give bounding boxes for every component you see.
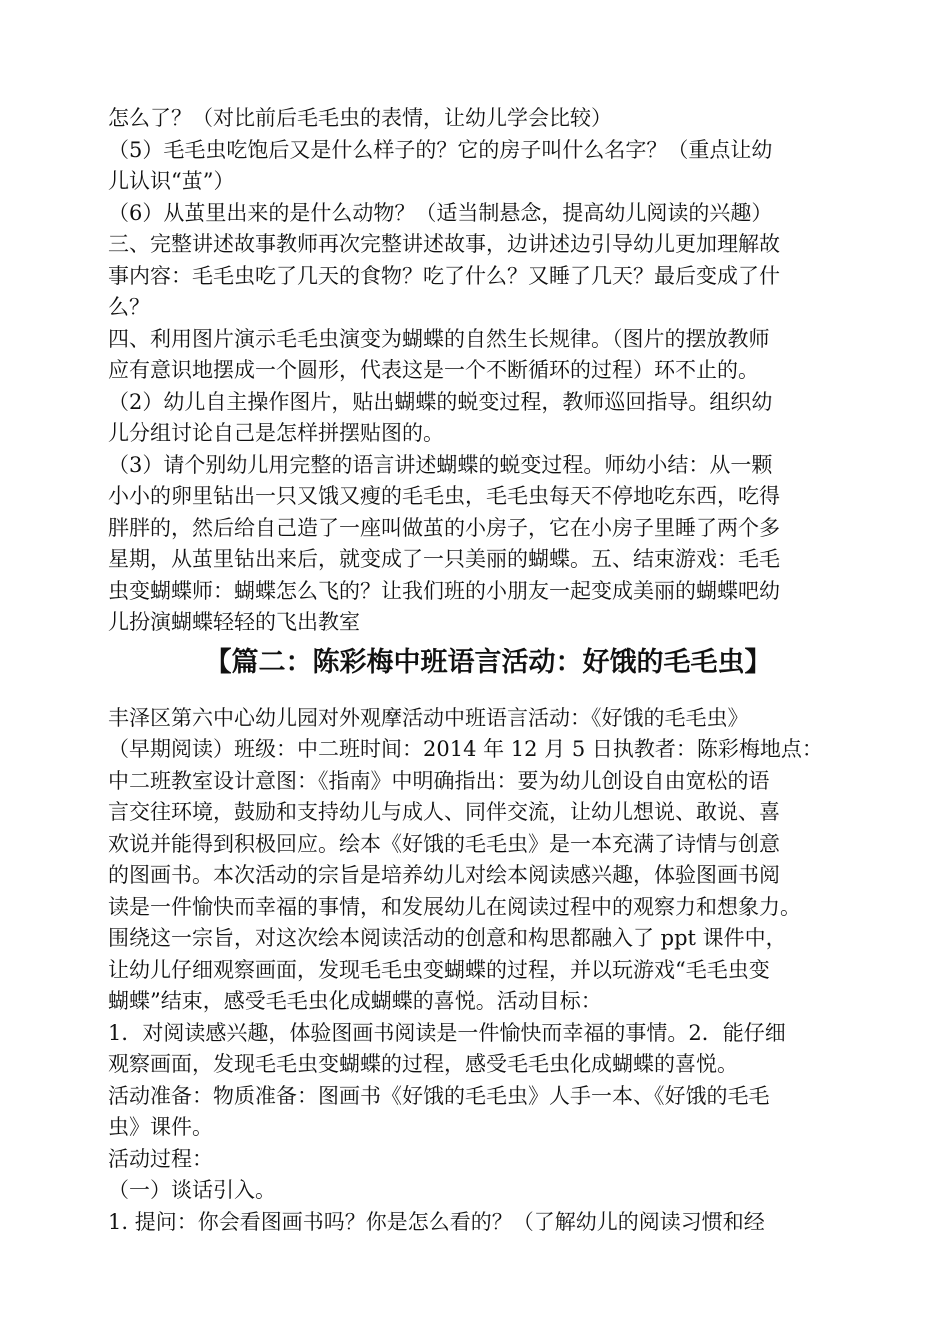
text-line: 言交往环境，鼓励和支持幼儿与成人、同伴交流，让幼儿想说、敢说、喜 bbox=[108, 800, 780, 824]
text-line: （6）从茧里出来的是什么动物？（适当制悬念，提高幼儿阅读的兴趣） bbox=[108, 200, 773, 225]
text-line: 丰泽区第六中心幼儿园对外观摩活动中班语言活动：《好饿的毛毛虫》 bbox=[108, 705, 749, 730]
text-line: （3）请个别幼儿用完整的语言讲述蝴蝶的蜕变过程。师幼小结：从一颗 bbox=[108, 452, 773, 477]
text-line: 儿认识“茧”） bbox=[108, 169, 235, 193]
text-line: 事内容：毛毛虫吃了几天的食物？吃了什么？又睡了几天？最后变成了什 bbox=[108, 263, 780, 288]
text-line: 让幼儿仔细观察画面，发现毛毛虫变蝴蝶的过程，并以玩游戏“毛毛虫变 bbox=[108, 957, 770, 982]
text-line: （早期阅读）班级：中二班时间：2014 年 12 月 5 日执教者：陈彩梅地点： bbox=[108, 737, 823, 761]
text-line: 中二班教室设计意图：《指南》中明确指出：要为幼儿创设自由宽松的语 bbox=[108, 768, 770, 793]
text-line: 观察画面，发现毛毛虫变蝴蝶的过程，感受毛毛虫化成蝴蝶的喜悦。 bbox=[108, 1052, 738, 1076]
text-line: （5）毛毛虫吃饱后又是什么样子的？它的房子叫什么名字？（重点让幼 bbox=[108, 137, 773, 162]
section-part-one bbox=[108, 103, 868, 639]
text-line: 1．对阅读感兴趣，体验图画书阅读是一件愉快而幸福的事情。2．能仔细 bbox=[108, 1020, 786, 1045]
text-line: 胖胖的，然后给自己造了一座叫做茧的小房子，它在小房子里睡了两个多 bbox=[108, 515, 780, 540]
text-line: 1. 提问：你会看图画书吗？你是怎么看的？（了解幼儿的阅读习惯和经 bbox=[108, 1209, 765, 1234]
text-line: 蝴蝶”结束，感受毛毛虫化成蝴蝶的喜悦。活动目标： bbox=[108, 989, 602, 1013]
text-line: 儿分组讨论自己是怎样拼摆贴图的。 bbox=[108, 421, 444, 445]
section-heading: 【篇二：陈彩梅中班语言活动：好饿的毛毛虫】 bbox=[204, 646, 772, 678]
text-line: 儿扮演蝴蝶轻轻的飞出教室 bbox=[108, 610, 360, 634]
text-line: 星期，从茧里钻出来后，就变成了一只美丽的蝴蝶。五、结束游戏：毛毛 bbox=[108, 547, 780, 571]
text-line: 活动准备：物质准备：图画书《好饿的毛毛虫》人手一本、《好饿的毛毛 bbox=[108, 1083, 770, 1108]
text-line: 围绕这一宗旨，对这次绘本阅读活动的创意和构思都融入了 ppt 课件中， bbox=[108, 926, 787, 950]
text-line: 虫》课件。 bbox=[108, 1115, 213, 1139]
text-line: 小小的卵里钻出一只又饿又瘦的毛毛虫，毛毛虫每天不停地吃东西，吃得 bbox=[108, 484, 780, 508]
section-part-two bbox=[108, 703, 868, 1239]
text-line: （一）谈话引入。 bbox=[108, 1178, 276, 1202]
text-line: 么？ bbox=[108, 295, 150, 319]
text-line: 读是一件愉快而幸福的事情，和发展幼儿在阅读过程中的观察力和想象力。 bbox=[108, 894, 801, 919]
text-line: 四、利用图片演示毛毛虫演变为蝴蝶的自然生长规律。（图片的摆放教师 bbox=[108, 326, 770, 351]
text-line: 的图画书。本次活动的宗旨是培养幼儿对绘本阅读感兴趣，体验图画书阅 bbox=[108, 863, 780, 887]
text-line: 三、完整讲述故事教师再次完整讲述故事，边讲述边引导幼儿更加理解故 bbox=[108, 232, 780, 256]
text-line: 活动过程： bbox=[108, 1146, 213, 1171]
document-page bbox=[108, 103, 868, 1238]
text-line: 应有意识地摆成一个圆形，代表这是一个不断循环的过程）环不止的。 bbox=[108, 358, 759, 382]
text-line: （2）幼儿自主操作图片，贴出蝴蝶的蜕变过程，教师巡回指导。组织幼 bbox=[108, 389, 773, 414]
text-line: 怎么了？（对比前后毛毛虫的表情，让幼儿学会比较） bbox=[108, 106, 612, 130]
spacer bbox=[108, 693, 868, 703]
text-line: 欢说并能得到积极回应。绘本《好饿的毛毛虫》是一本充满了诗情与创意 bbox=[108, 831, 780, 856]
text-line: 虫变蝴蝶师：蝴蝶怎么飞的？让我们班的小朋友一起变成美丽的蝴蝶吧幼 bbox=[108, 578, 780, 603]
